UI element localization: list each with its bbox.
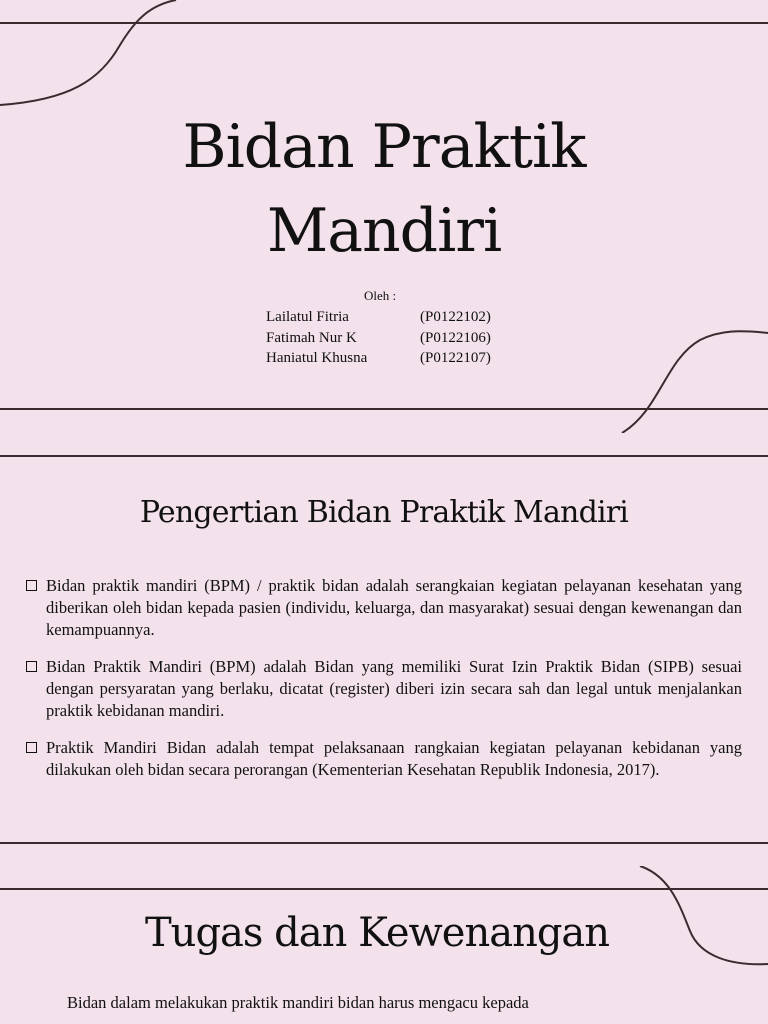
member-nim: (P0122102) [420, 309, 491, 325]
list-item: Bidan Praktik Mandiri (BPM) adalah Bidan yang memiliki Surat Izin Praktik Bidan (SIPB) sesuai dengan persyaratan yang berlaku, dicatat (register) diberi izin secara sah dan legal untuk menjalankan praktik kebidanan mandiri. [26, 656, 742, 722]
title-slide [0, 0, 768, 433]
checkbox-bullet-icon [26, 580, 37, 591]
member-list [266, 307, 491, 369]
slide-title: Bidan Praktik Mandiri [182, 112, 586, 266]
checkbox-bullet-icon [26, 742, 37, 753]
member-name: Fatimah Nur K [266, 329, 357, 346]
member-nim: (P0122107) [420, 350, 491, 366]
bottom-divider [0, 408, 768, 410]
list-item: Bidan praktik mandiri (BPM) / praktik bidan adalah serangkaian kegiatan pelayanan kesehatan yang diberikan oleh bidan kepada pasien (individu, keluarga, dan masyarakat) sesuai dengan kewenangan dan kemampuannya. [26, 575, 742, 641]
intro-paragraph: Bidan dalam melakukan praktik mandiri bidan harus mengacu kepada [67, 993, 529, 1012]
member-name: Lailatul Fitria [266, 309, 349, 325]
list-item: Praktik Mandiri Bidan adalah tempat pelaksanaan rangkaian kegiatan pelayanan kebidanan yang dilakukan oleh bidan secara perorangan (Kementerian Kesehatan Republik Indonesia, 2017). [26, 737, 742, 781]
top-divider [0, 888, 768, 890]
definition-slide [0, 433, 768, 866]
top-divider [0, 22, 768, 24]
checkbox-bullet-icon [26, 661, 37, 672]
oleh-label: Oleh : [364, 288, 397, 303]
definition-list [26, 575, 742, 796]
section-title: Pengertian Bidan Praktik Mandiri [139, 495, 629, 530]
duties-slide [0, 866, 768, 1024]
member-row [266, 307, 491, 328]
member-nim: (P0122106) [420, 329, 491, 346]
member-row [266, 328, 491, 349]
bottom-divider [0, 842, 768, 844]
member-row [266, 348, 491, 369]
top-divider [0, 455, 768, 457]
section-title: Tugas dan Kewenangan [145, 910, 610, 956]
member-name: Haniatul Khusna [266, 350, 368, 366]
